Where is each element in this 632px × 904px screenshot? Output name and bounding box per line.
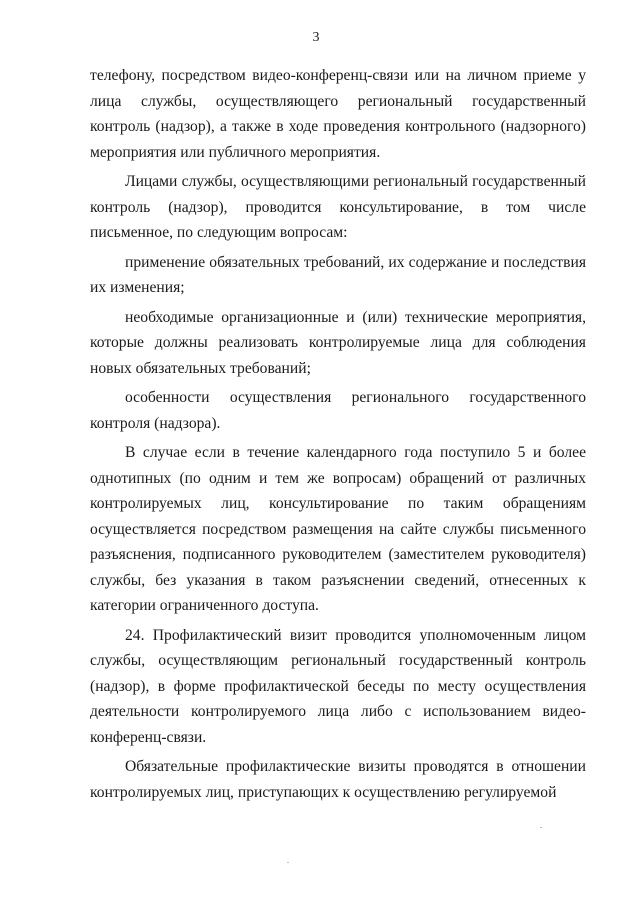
paragraph-item-24: 24. Профилактический визит проводится уполномоченным лицом службы, осуществляющим региональный государственный контроль (надзор), в форме профилактической беседы по месту осуществления деятельности контролируемого лица либо с использованием видео-конференц-связи. bbox=[90, 626, 586, 746]
list-item-requirements: применение обязательных требований, их содержание и последствия их изменения; bbox=[90, 253, 586, 296]
paragraph-mandatory-visits: Обязательные профилактические визиты проводятся в отношении контролируемых лиц, приступающих к осуществлению регулируемой bbox=[90, 758, 586, 801]
paragraph-written-clarification: В случае если в течение календарного года поступило 5 и более однотипных (по одним и тем же вопросам) обращений от различных контролируемых лиц, консультирование по таким обращениям осуществляется посредством размещения на сайте службы письменного разъяснения, подписанного руководителем (заместителем руководителя) службы, без указания в таком разъяснении сведений, отнесенных к категории ограниченного доступа. bbox=[90, 444, 586, 614]
list-item-measures: необходимые организационные и (или) технические мероприятия, которые должны реализовать контролируемые лица для соблюдения новых обязательных требований; bbox=[90, 308, 586, 377]
paragraph-continuation: телефону, посредством видео-конференц-связи или на личном приеме у лица службы, осуществляющего региональный государственный контроль (надзор), а также в ходе проведения контрольного (надзорного) мероприятия или публичного мероприятия. bbox=[90, 67, 586, 161]
document-body bbox=[90, 63, 586, 809]
scan-speck bbox=[287, 862, 289, 863]
scan-speck bbox=[540, 827, 542, 828]
page-number: 3 bbox=[312, 30, 320, 45]
paragraph-consultation-intro: Лицами службы, осуществляющими региональный государственный контроль (надзор), проводится консультирование, в том числе письменное, по следующим вопросам: bbox=[90, 173, 586, 241]
list-item-features: особенности осуществления регионального государственного контроля (надзора). bbox=[90, 389, 586, 432]
